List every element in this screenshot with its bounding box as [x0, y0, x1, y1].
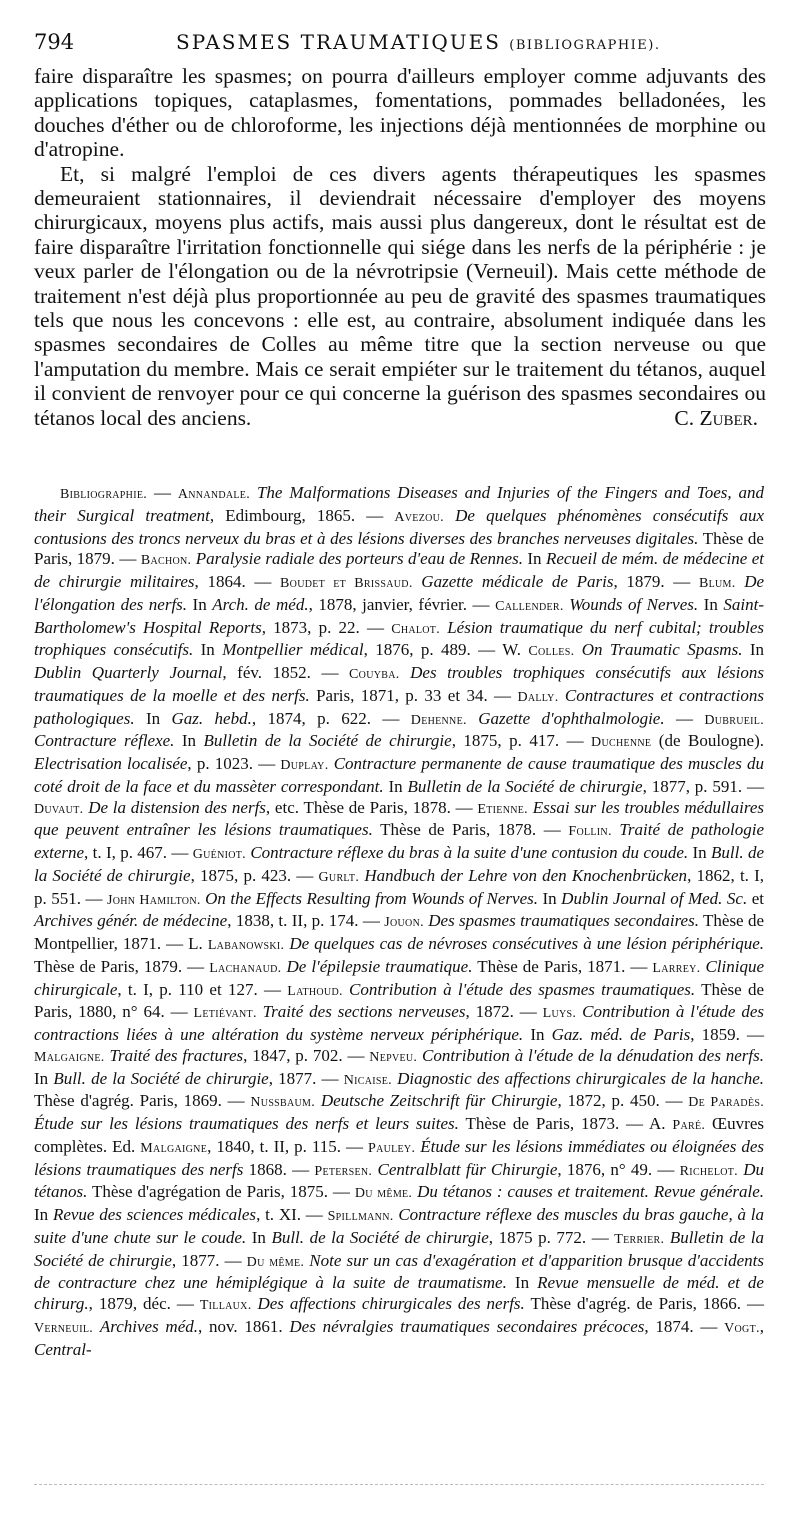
citation-text: 1868. — — [243, 1159, 315, 1179]
citation-text: Thèse de Paris, 1880, n° 64. — — [34, 979, 764, 1022]
work-title: Recueil de mém. de médecine et de chirurgie militaires — [34, 549, 765, 591]
work-title: De l'élongation des nerfs. — [34, 572, 765, 614]
citation-text: , Edimbourg, 1865. — — [209, 505, 395, 525]
citation-text: , 1874. — — [644, 1316, 725, 1336]
citation-text: , etc. Thèse de Paris, 1878. — — [265, 797, 478, 817]
citation-text: , 1875 p. 772. — — [488, 1227, 615, 1247]
author-name: Malgaigne. — [34, 1049, 105, 1065]
author-name: Luys. — [542, 1006, 577, 1022]
work-title: Contribution à l'étude des spasmes traumatiques. — [349, 979, 696, 999]
citation-text: , 1877. — — [171, 1250, 247, 1270]
citation-text: , 1873, p. 22. — — [261, 617, 392, 637]
author-name: Dally. — [517, 689, 559, 705]
author-name: Colles. — [528, 644, 575, 660]
citation-text: , 1872, p. 450. — — [557, 1091, 689, 1111]
work-title: Gazette d'ophthalmologie. — [478, 708, 665, 728]
work-title: Lésion traumatique du nerf cubital; troubles trophiques consécutifs. — [34, 617, 764, 660]
work-title: Contracture réflexe du bras à la suite d'une contusion du coude. — [250, 843, 689, 862]
work-title: Gazette médicale de Paris — [421, 572, 614, 591]
work-title: Contribution à l'étude des contractions liées à une altération du système nerveux périphérique. — [34, 1002, 764, 1044]
citation-text: In — [187, 594, 213, 614]
citation-text: In — [193, 640, 223, 660]
work-title: Clinique chirurgicale — [34, 956, 765, 999]
author-name: Dehenne. — [410, 712, 467, 728]
citation-text — [444, 506, 455, 525]
work-title: Traité des fractures — [109, 1045, 244, 1065]
running-title — [176, 30, 661, 54]
citation-text: , 1876, n° 49. — — [557, 1159, 680, 1179]
citation-text: , 1864. — — [194, 572, 281, 591]
author-name: Spillmann. — [327, 1209, 394, 1224]
work-title: Bull. de la Société de chirurgie — [53, 1068, 269, 1088]
work-title: Étude sur les lésions traumatiques des nerfs et leurs suites. — [34, 1114, 459, 1133]
citation-text: , t. XI. — — [256, 1205, 328, 1224]
work-title: Bulletin de la Société de chirurgie — [203, 731, 452, 751]
citation-text: , fév. 1852. — — [222, 663, 350, 682]
author-name: Follin. — [568, 824, 612, 840]
citation-text — [413, 572, 422, 591]
work-title: De l'épilepsie traumatique. — [286, 956, 473, 976]
author-name: Du même. — [246, 1254, 305, 1270]
citation-text: , 1879, déc. — — [88, 1294, 200, 1313]
citation-text: , 1862, t. I, p. 551. — — [34, 865, 765, 908]
author-signature-text: C. Zuber. — [674, 405, 758, 430]
work-title: Du tétanos. — [34, 1159, 765, 1202]
work-title: Dublin Quarterly Journal — [34, 663, 223, 682]
author-name: Gurlt. — [318, 869, 360, 885]
work-title: Deutsche Zeitschrift für Chirurgie — [320, 1091, 558, 1111]
work-title: De quelques cas de névroses consécutives à une lésion périphérique. — [289, 934, 765, 953]
work-title: Étude sur les lésions immédiates ou éloignées des lésions traumatiques des nerfs — [34, 1136, 765, 1179]
citation-text: , — [759, 1316, 765, 1336]
citation-text: , 1847, p. 702. — — [243, 1045, 370, 1065]
work-title: Gaz. hebd. — [171, 708, 252, 728]
work-title: Des affections chirurgicales des nerfs. — [257, 1294, 525, 1313]
citation-text: — — [664, 708, 705, 728]
author-name: Blum. — [698, 576, 736, 591]
citation-text: Thèse de Paris, 1871. — — [472, 956, 653, 976]
work-title: De quelques phénomènes consécutifs aux contusions des troncs nerveux du bras et à des lésions diverses des branches nerveuses digitales. — [34, 505, 765, 548]
work-title: Revue mensuelle de méd. et de chirurg. — [34, 1273, 764, 1313]
work-title: On Traumatic Spasms. — [581, 640, 743, 660]
author-name: Richelot. — [679, 1163, 738, 1179]
paragraph-1: faire disparaître les spasmes; on pourra d'ailleurs employer comme adjuvants des applications topiques, cataplasmes, fomentations, pommades belladonées, les douches d'éther ou de chloroforme, les injections déjà mentionnées de morphine ou d'atropine. — [34, 64, 766, 162]
citation-text: In — [742, 640, 765, 660]
citation-text: In — [688, 843, 712, 862]
work-title: Diagnostic des affections chirurgicales de la hanche. — [397, 1068, 765, 1088]
citation-text: Thèse de Paris, 1879. — — [34, 528, 764, 569]
author-name: Nicaise. — [343, 1072, 392, 1088]
citation-text: In — [246, 1227, 272, 1247]
work-title: Revue des sciences médicales — [52, 1205, 257, 1224]
work-title: Centralblatt für Chirurgie — [377, 1159, 558, 1179]
work-title: De la distension des nerfs — [88, 797, 266, 817]
work-title: Electrisation localisée — [34, 754, 188, 773]
citation-text: , 1877. — — [268, 1068, 344, 1088]
work-title: Bull. de la Société de chirurgie — [34, 843, 764, 885]
author-name: John Hamilton. — [106, 892, 201, 908]
citation-text: , 1872. — — [465, 1002, 543, 1022]
running-title-text: SPASMES TRAUMATIQUES — [176, 30, 501, 54]
author-name: Bachon. — [140, 553, 192, 569]
work-title: Wounds of Nerves. — [569, 594, 699, 614]
citation-text: In — [174, 731, 204, 751]
citation-text: Thèse d'agrégation de Paris, 1875. — — [87, 1182, 355, 1202]
author-name: Larrey. — [652, 960, 701, 976]
work-title: Contractures et contractions pathologiques. — [34, 685, 764, 728]
work-title: Bulletin de la Société de chirurgie — [407, 776, 643, 796]
author-name: Du même. — [354, 1186, 413, 1202]
work-title: Paralysie radiale des porteurs d'eau de Rennes. — [195, 549, 523, 569]
citation-text: Thèse d'agrég. de Paris, 1866. — — [524, 1294, 764, 1313]
citation-text: , t. I, p. 467. — — [84, 843, 193, 862]
author-name: Avezou. — [394, 509, 444, 525]
main-text — [34, 64, 766, 430]
work-title: Bull. de la Société de chirurgie — [271, 1227, 489, 1247]
paragraph-2 — [34, 162, 766, 430]
work-title: Contracture réflexe. — [34, 731, 175, 751]
bibliography-paragraph — [34, 483, 764, 1360]
author-name: Nussbaum. — [250, 1095, 316, 1111]
citation-text: In — [34, 1068, 54, 1088]
work-title: Essai sur les troubles médullaires que peuvent entraîner les lésions traumatiques. — [34, 797, 764, 840]
author-name: Terrier. — [614, 1231, 665, 1247]
citation-text: , 1876, p. 489. — W. — [363, 640, 529, 660]
work-title: Saint-Bartholomew's Hospital Reports — [34, 594, 764, 637]
citation-text: In — [698, 594, 724, 614]
citation-text: Thèse de Paris, 1879. — — [34, 956, 210, 976]
author-name: Duplay. — [280, 758, 329, 773]
work-title: Archives méd. — [99, 1316, 199, 1336]
citation-text: (de Boulogne). — [651, 731, 764, 751]
citation-text: , 1879. — — [613, 572, 699, 591]
paragraph-2-text: Et, si malgré l'emploi de ces divers agents thérapeutiques les spasmes demeuraient stationnaires, il deviendrait nécessaire d'employer des moyens chirurgicaux, moyens plus actifs, mais aussi plus dangereux, dont le résultat est de faire disparaître l'irritation fonctionnelle qui siége dans les nerfs de la périphérie : je veux parler de l'élongation ou de la névrotripsie (Verneuil). Mais cette méthode de traitement n'est déjà plus proportionnée au peu de gravité des spasmes traumatiques tels que nous les concevons : elle est, au contraire, absolument indiquée dans les spasmes secondaires de Colles au même titre que la section nerveuse ou que l'amputation du membre. Mais ce serait empiéter sur le traitement du tétanos, auquel il convient de renvoyer pour ce qui concerne la guérison des spasmes secondaires ou tétanos local des anciens. — [34, 161, 766, 430]
citation-text: Thèse de Paris, 1878. — — [372, 820, 569, 840]
author-name: Malgaigne — [140, 1140, 208, 1156]
author-name: Boudet et Brissaud. — [280, 576, 413, 591]
author-name: Bibliographie. — [60, 487, 148, 502]
citation-text — [93, 1317, 100, 1336]
work-title: The Malformations Diseases and Injuries of the Fingers and Toes, and their Surgical treatment — [34, 483, 765, 525]
author-name: Duvaut. — [34, 801, 84, 817]
footer-rule — [34, 1484, 764, 1485]
citation-text: — — [147, 483, 178, 502]
author-name: Tillaux. — [199, 1298, 252, 1313]
page-header — [34, 28, 774, 62]
author-name: Letiévant. — [193, 1006, 257, 1022]
citation-text: In — [523, 1025, 552, 1044]
running-subtitle: (BIBLIOGRAPHIE). — [509, 38, 661, 53]
citation-text: Thèse de Paris, 1873. — A. — [458, 1114, 673, 1133]
author-name: Pauley. — [367, 1140, 416, 1156]
work-title: On the Effects Resulting from Wounds of Nerves. — [205, 888, 539, 908]
citation-text: , 1859. — — [690, 1025, 764, 1044]
citation-text: Œuvres complètes. Ed. — [34, 1114, 764, 1156]
work-title: Montpellier médical — [222, 640, 364, 660]
citation-text — [574, 640, 581, 659]
work-title: Archives génér. de médecine — [34, 911, 228, 931]
work-title: Dublin Journal of Med. Sc. — [561, 888, 748, 908]
work-title: Note sur un cas d'exagération et d'apparition brusque d'accidents de contracture chez une hémiplégique à la suite de traumatisme. — [34, 1250, 765, 1293]
author-name: Chalot. — [391, 621, 441, 637]
author-name: Vogt. — [724, 1320, 760, 1336]
author-name: Nepveu. — [369, 1049, 418, 1065]
author-name: Petersen. — [314, 1163, 373, 1179]
work-title: Des troubles trophiques consécutifs aux lésions traumatiques de la moelle et des nerfs. — [34, 663, 764, 705]
work-title: Bulletin de la Société de chirurgie — [34, 1227, 765, 1270]
citation-text — [250, 483, 257, 502]
citation-text: , 1875, p. 417. — — [451, 731, 592, 751]
citation-text: , nov. 1861. — [198, 1316, 290, 1336]
author-signature — [648, 406, 766, 430]
author-name: Labanowski. — [207, 938, 285, 953]
author-name: Annandale. — [177, 487, 251, 502]
citation-text: In — [538, 888, 562, 908]
author-name: Callender. — [495, 598, 564, 614]
citation-text: et — [747, 888, 764, 908]
author-name: Paré. — [672, 1118, 706, 1133]
citation-text: In — [506, 1273, 538, 1293]
author-name: De Paradès. — [688, 1095, 765, 1111]
page-number: 794 — [34, 30, 75, 54]
work-title: Contracture réflexe des muscles du bras gauche, à la suite d'une chute sur le coude. — [34, 1205, 765, 1247]
bibliography — [34, 483, 764, 1360]
author-name: Lathoud. — [287, 983, 343, 999]
citation-text: , 1874, p. 622. — — [251, 708, 411, 728]
citation-text: , 1878, janvier, février. — — [308, 594, 496, 614]
author-name: Lachanaud. — [209, 960, 282, 976]
citation-text: , 1877, p. 591. — — [642, 776, 765, 796]
citation-text: Thèse de Montpellier, 1871. — L. — [34, 911, 765, 953]
author-name: Dubrueil. — [704, 712, 765, 728]
citation-text — [400, 663, 411, 682]
citation-text — [736, 572, 745, 591]
citation-text: In — [522, 549, 546, 569]
citation-text: , 1840, t. II, p. 115. — — [207, 1136, 368, 1156]
citation-text: In — [383, 776, 408, 796]
citation-text: Paris, 1871, p. 33 et 34. — — [309, 685, 518, 705]
work-title: Des spasmes traumatiques secondaires. — [428, 911, 699, 931]
citation-text: , t. I, p. 110 et 127. — — [117, 979, 288, 999]
author-name: Duchenne — [591, 735, 652, 751]
work-title: Du tétanos : causes et traitement. Revue générale. — [417, 1182, 764, 1202]
author-name: Etienne. — [477, 801, 528, 817]
citation-text: , 1838, t. II, p. 174. — — [227, 911, 385, 931]
work-title: Traité des sections nerveuses — [262, 1002, 466, 1022]
citation-text: , 1875, p. 423. — — [190, 865, 319, 885]
citation-text: Thèse d'agrég. Paris, 1869. — — [34, 1091, 251, 1111]
author-name: Jouon. — [384, 915, 424, 931]
author-name: Verneuil. — [34, 1320, 94, 1336]
author-name: Guéniot. — [192, 847, 246, 862]
work-title: Des névralgies traumatiques secondaires précoces — [289, 1316, 645, 1336]
work-title: Contribution à l'étude de la dénudation des nerfs. — [422, 1045, 765, 1065]
citation-text: In — [34, 1205, 53, 1224]
citation-text: In — [134, 708, 172, 728]
citation-text — [467, 709, 478, 728]
work-title: Gaz. méd. de Paris — [551, 1025, 691, 1044]
citation-text: , p. 1023. — — [187, 754, 281, 773]
work-title: Handbuch der Lehre von den Knochenbrücken — [364, 865, 688, 885]
work-title: Traité de pathologie externe — [34, 820, 765, 862]
work-title: Contracture permanente de cause traumatique des muscles du coté droit de la face et du massèter correspondant. — [34, 754, 765, 796]
author-name: Couyba. — [349, 667, 400, 682]
work-title: Arch. de méd. — [212, 594, 309, 614]
work-title: Central- — [34, 1339, 92, 1359]
